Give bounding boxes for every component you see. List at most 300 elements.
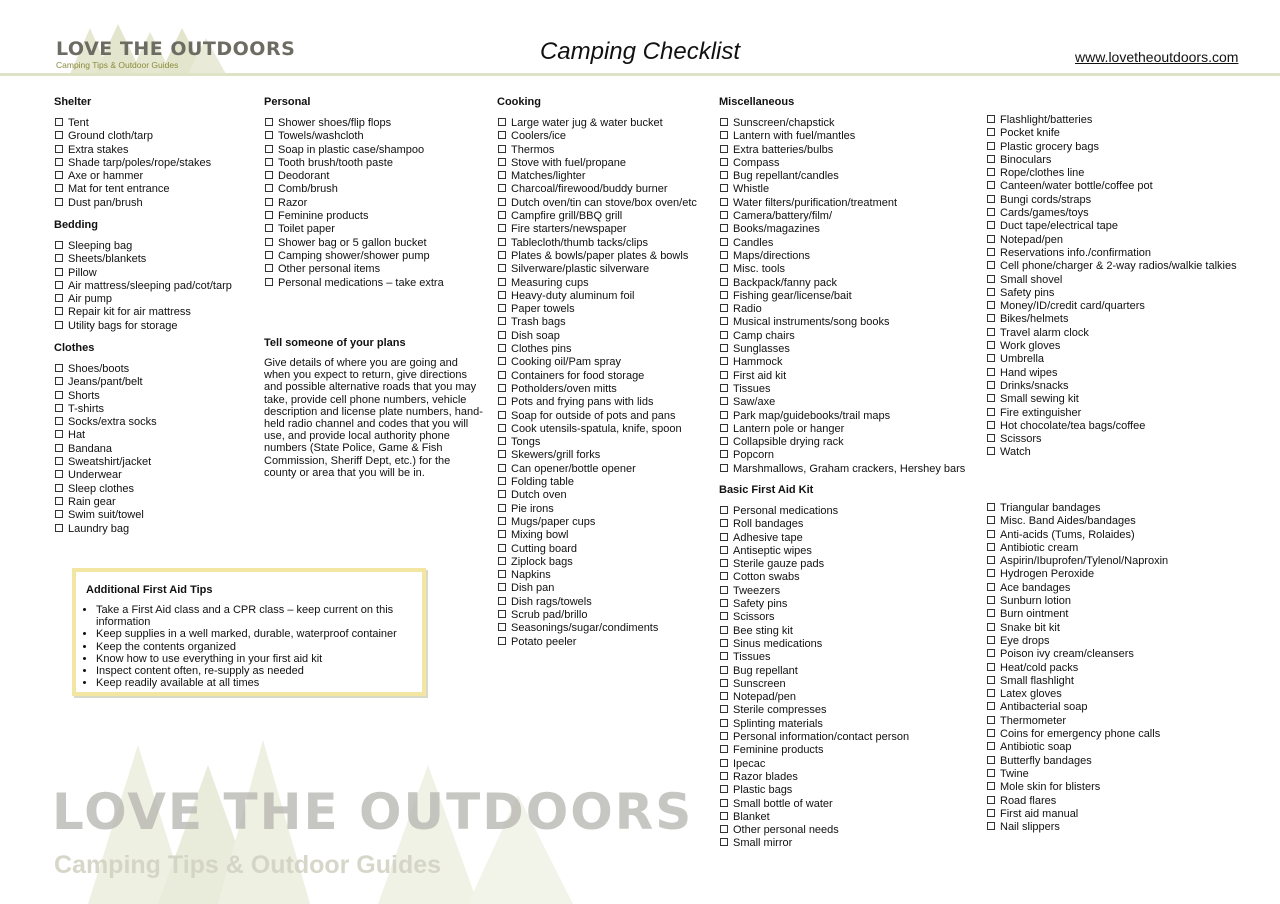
checkbox-icon[interactable] (720, 572, 728, 580)
checkbox-icon[interactable] (987, 663, 995, 671)
checkbox-icon[interactable] (55, 145, 63, 153)
checkbox-icon[interactable] (498, 397, 506, 405)
checklist-item[interactable] (719, 370, 965, 383)
checklist-item[interactable] (497, 210, 697, 223)
checklist-item[interactable] (986, 207, 1237, 220)
checklist-item[interactable] (986, 114, 1237, 127)
checkbox-icon[interactable] (498, 450, 506, 458)
checklist-item[interactable] (986, 568, 1168, 581)
checkbox-icon[interactable] (720, 559, 728, 567)
checklist-item[interactable] (54, 130, 211, 143)
checkbox-icon[interactable] (265, 198, 273, 206)
checklist-item[interactable] (719, 598, 909, 611)
checkbox-icon[interactable] (720, 692, 728, 700)
checklist-item[interactable] (986, 167, 1237, 180)
checklist-item[interactable] (497, 516, 697, 529)
checklist-item[interactable] (986, 768, 1168, 781)
checkbox-icon[interactable] (55, 430, 63, 438)
checkbox-icon[interactable] (498, 131, 506, 139)
checklist-item[interactable] (54, 469, 157, 482)
checkbox-icon[interactable] (265, 158, 273, 166)
checkbox-icon[interactable] (55, 524, 63, 532)
checkbox-icon[interactable] (720, 131, 728, 139)
checklist-item[interactable] (719, 383, 965, 396)
checklist-item[interactable] (54, 293, 232, 306)
checkbox-icon[interactable] (720, 357, 728, 365)
checklist-item[interactable] (986, 446, 1237, 459)
checkbox-icon[interactable] (720, 184, 728, 192)
checkbox-icon[interactable] (987, 623, 995, 631)
checkbox-icon[interactable] (720, 612, 728, 620)
checkbox-icon[interactable] (498, 145, 506, 153)
checkbox-icon[interactable] (55, 198, 63, 206)
checkbox-icon[interactable] (720, 719, 728, 727)
checklist-item[interactable] (986, 340, 1237, 353)
checkbox-icon[interactable] (987, 756, 995, 764)
checklist-item[interactable] (986, 380, 1237, 393)
checklist-item[interactable] (54, 403, 157, 416)
checkbox-icon[interactable] (55, 118, 63, 126)
checklist-item[interactable] (986, 313, 1237, 326)
checklist-item[interactable] (497, 636, 697, 649)
checkbox-icon[interactable] (987, 394, 995, 402)
checklist-item[interactable] (719, 330, 965, 343)
checkbox-icon[interactable] (987, 142, 995, 150)
checkbox-icon[interactable] (987, 208, 995, 216)
checklist-item[interactable] (54, 183, 211, 196)
checkbox-icon[interactable] (498, 278, 506, 286)
checklist-item[interactable] (264, 197, 444, 210)
checkbox-icon[interactable] (498, 504, 506, 512)
checklist-item[interactable] (719, 505, 909, 518)
checklist-item[interactable] (986, 274, 1237, 287)
checklist-item[interactable] (986, 393, 1237, 406)
checkbox-icon[interactable] (987, 288, 995, 296)
checkbox-icon[interactable] (720, 291, 728, 299)
checkbox-icon[interactable] (498, 490, 506, 498)
checklist-item[interactable] (54, 509, 157, 522)
checkbox-icon[interactable] (987, 235, 995, 243)
checkbox-icon[interactable] (498, 211, 506, 219)
checklist-item[interactable] (986, 287, 1237, 300)
checklist-item[interactable] (719, 396, 965, 409)
checklist-item[interactable] (719, 183, 965, 196)
checklist-item[interactable] (497, 144, 697, 157)
checklist-item[interactable] (719, 691, 909, 704)
checkbox-icon[interactable] (720, 424, 728, 432)
checkbox-icon[interactable] (987, 341, 995, 349)
checkbox-icon[interactable] (498, 357, 506, 365)
checklist-item[interactable] (986, 821, 1168, 834)
checkbox-icon[interactable] (55, 510, 63, 518)
checklist-item[interactable] (986, 367, 1237, 380)
checkbox-icon[interactable] (265, 211, 273, 219)
checkbox-icon[interactable] (987, 796, 995, 804)
checklist-item[interactable] (986, 220, 1237, 233)
checklist-item[interactable] (497, 183, 697, 196)
checkbox-icon[interactable] (498, 610, 506, 618)
checkbox-icon[interactable] (498, 291, 506, 299)
checkbox-icon[interactable] (498, 597, 506, 605)
checklist-item[interactable] (497, 170, 697, 183)
checkbox-icon[interactable] (720, 732, 728, 740)
site-url-link[interactable]: www.lovetheoutdoors.com (1075, 49, 1239, 65)
checklist-item[interactable] (986, 194, 1237, 207)
checkbox-icon[interactable] (720, 599, 728, 607)
checklist-item[interactable] (54, 363, 157, 376)
checklist-item[interactable] (497, 436, 697, 449)
checklist-item[interactable] (54, 390, 157, 403)
checklist-item[interactable] (719, 343, 965, 356)
checkbox-icon[interactable] (55, 377, 63, 385)
checkbox-icon[interactable] (987, 381, 995, 389)
checklist-item[interactable] (986, 688, 1168, 701)
checkbox-icon[interactable] (987, 408, 995, 416)
checklist-item[interactable] (986, 701, 1168, 714)
checklist-item[interactable] (54, 170, 211, 183)
checklist-item[interactable] (719, 423, 965, 436)
checkbox-icon[interactable] (720, 506, 728, 514)
checklist-item[interactable] (54, 483, 157, 496)
checklist-item[interactable] (497, 303, 697, 316)
checklist-item[interactable] (264, 183, 444, 196)
checklist-item[interactable] (986, 260, 1237, 273)
checkbox-icon[interactable] (498, 304, 506, 312)
checklist-item[interactable] (986, 728, 1168, 741)
checkbox-icon[interactable] (498, 411, 506, 419)
checklist-item[interactable] (719, 316, 965, 329)
checklist-item[interactable] (719, 170, 965, 183)
checkbox-icon[interactable] (720, 464, 728, 472)
checklist-item[interactable] (719, 436, 965, 449)
checkbox-icon[interactable] (720, 198, 728, 206)
checkbox-icon[interactable] (498, 171, 506, 179)
checklist-item[interactable] (719, 237, 965, 250)
checkbox-icon[interactable] (265, 184, 273, 192)
checkbox-icon[interactable] (720, 158, 728, 166)
checkbox-icon[interactable] (498, 264, 506, 272)
checklist-item[interactable] (54, 320, 232, 333)
checklist-item[interactable] (54, 157, 211, 170)
checklist-item[interactable] (986, 715, 1168, 728)
checklist-item[interactable] (986, 407, 1237, 420)
checklist-item[interactable] (719, 611, 909, 624)
checklist-item[interactable] (54, 306, 232, 319)
checklist-item[interactable] (719, 731, 909, 744)
checklist-item[interactable] (497, 343, 697, 356)
checkbox-icon[interactable] (720, 344, 728, 352)
checklist-item[interactable] (719, 463, 965, 476)
checklist-item[interactable] (986, 542, 1168, 555)
checklist-item[interactable] (719, 410, 965, 423)
checkbox-icon[interactable] (55, 307, 63, 315)
checklist-item[interactable] (986, 635, 1168, 648)
checklist-item[interactable] (264, 250, 444, 263)
checklist-item[interactable] (986, 675, 1168, 688)
checkbox-icon[interactable] (498, 557, 506, 565)
checklist-item[interactable] (719, 449, 965, 462)
checkbox-icon[interactable] (720, 825, 728, 833)
checklist-item[interactable] (986, 555, 1168, 568)
checklist-item[interactable] (719, 571, 909, 584)
checklist-item[interactable] (497, 476, 697, 489)
checkbox-icon[interactable] (987, 168, 995, 176)
checklist-item[interactable] (54, 416, 157, 429)
checklist-item[interactable] (497, 197, 697, 210)
checklist-item[interactable] (719, 678, 909, 691)
checklist-item[interactable] (54, 240, 232, 253)
checkbox-icon[interactable] (987, 769, 995, 777)
checkbox-icon[interactable] (987, 195, 995, 203)
checkbox-icon[interactable] (720, 371, 728, 379)
checkbox-icon[interactable] (987, 596, 995, 604)
checkbox-icon[interactable] (987, 742, 995, 750)
checkbox-icon[interactable] (987, 181, 995, 189)
checkbox-icon[interactable] (265, 145, 273, 153)
checklist-item[interactable] (497, 489, 697, 502)
checklist-item[interactable] (719, 117, 965, 130)
checkbox-icon[interactable] (987, 155, 995, 163)
checklist-item[interactable] (719, 545, 909, 558)
checklist-item[interactable] (497, 383, 697, 396)
checklist-item[interactable] (497, 503, 697, 516)
checklist-item[interactable] (54, 253, 232, 266)
checklist-item[interactable] (497, 543, 697, 556)
checkbox-icon[interactable] (498, 317, 506, 325)
checkbox-icon[interactable] (498, 623, 506, 631)
checkbox-icon[interactable] (55, 417, 63, 425)
checklist-item[interactable] (497, 410, 697, 423)
checklist-item[interactable] (264, 157, 444, 170)
checkbox-icon[interactable] (720, 785, 728, 793)
checklist-item[interactable] (986, 353, 1237, 366)
checkbox-icon[interactable] (55, 497, 63, 505)
checklist-item[interactable] (986, 127, 1237, 140)
checklist-item[interactable] (986, 141, 1237, 154)
checkbox-icon[interactable] (720, 705, 728, 713)
checkbox-icon[interactable] (498, 224, 506, 232)
checkbox-icon[interactable] (987, 556, 995, 564)
checklist-item[interactable] (986, 595, 1168, 608)
checkbox-icon[interactable] (987, 649, 995, 657)
checklist-item[interactable] (719, 130, 965, 143)
checkbox-icon[interactable] (987, 447, 995, 455)
checklist-item[interactable] (719, 704, 909, 717)
checkbox-icon[interactable] (720, 586, 728, 594)
checkbox-icon[interactable] (265, 131, 273, 139)
checkbox-icon[interactable] (987, 354, 995, 362)
checkbox-icon[interactable] (720, 519, 728, 527)
checklist-item[interactable] (719, 263, 965, 276)
checklist-item[interactable] (986, 247, 1237, 260)
checklist-item[interactable] (986, 795, 1168, 808)
checkbox-icon[interactable] (498, 544, 506, 552)
checkbox-icon[interactable] (720, 666, 728, 674)
checklist-item[interactable] (719, 811, 909, 824)
checklist-item[interactable] (497, 157, 697, 170)
checklist-item[interactable] (497, 237, 697, 250)
checklist-item[interactable] (719, 558, 909, 571)
checklist-item[interactable] (497, 622, 697, 635)
checkbox-icon[interactable] (55, 470, 63, 478)
checkbox-icon[interactable] (498, 371, 506, 379)
checkbox-icon[interactable] (498, 251, 506, 259)
checkbox-icon[interactable] (987, 421, 995, 429)
checklist-item[interactable] (497, 596, 697, 609)
checkbox-icon[interactable] (987, 716, 995, 724)
checklist-item[interactable] (719, 197, 965, 210)
checklist-item[interactable] (719, 744, 909, 757)
checkbox-icon[interactable] (720, 251, 728, 259)
checkbox-icon[interactable] (987, 503, 995, 511)
checklist-item[interactable] (497, 370, 697, 383)
checkbox-icon[interactable] (265, 278, 273, 286)
checkbox-icon[interactable] (720, 838, 728, 846)
checkbox-icon[interactable] (498, 424, 506, 432)
checklist-item[interactable] (719, 625, 909, 638)
checkbox-icon[interactable] (265, 224, 273, 232)
checkbox-icon[interactable] (987, 676, 995, 684)
checkbox-icon[interactable] (498, 118, 506, 126)
checkbox-icon[interactable] (720, 745, 728, 753)
checkbox-icon[interactable] (265, 171, 273, 179)
checkbox-icon[interactable] (720, 238, 728, 246)
checkbox-icon[interactable] (55, 158, 63, 166)
checkbox-icon[interactable] (987, 275, 995, 283)
checklist-item[interactable] (719, 824, 909, 837)
checkbox-icon[interactable] (55, 457, 63, 465)
checkbox-icon[interactable] (720, 759, 728, 767)
checklist-item[interactable] (497, 130, 697, 143)
checkbox-icon[interactable] (55, 184, 63, 192)
checklist-item[interactable] (719, 518, 909, 531)
checklist-item[interactable] (986, 234, 1237, 247)
checkbox-icon[interactable] (987, 261, 995, 269)
checkbox-icon[interactable] (498, 437, 506, 445)
checklist-item[interactable] (497, 290, 697, 303)
checkbox-icon[interactable] (720, 450, 728, 458)
checkbox-icon[interactable] (720, 626, 728, 634)
checklist-item[interactable] (264, 263, 444, 276)
checklist-item[interactable] (497, 569, 697, 582)
checkbox-icon[interactable] (55, 294, 63, 302)
checklist-item[interactable] (54, 496, 157, 509)
checkbox-icon[interactable] (987, 636, 995, 644)
checkbox-icon[interactable] (987, 583, 995, 591)
checkbox-icon[interactable] (720, 278, 728, 286)
checkbox-icon[interactable] (55, 444, 63, 452)
checklist-item[interactable] (497, 582, 697, 595)
checklist-item[interactable] (986, 781, 1168, 794)
checkbox-icon[interactable] (720, 171, 728, 179)
checkbox-icon[interactable] (55, 254, 63, 262)
checklist-item[interactable] (497, 529, 697, 542)
checkbox-icon[interactable] (987, 809, 995, 817)
checkbox-icon[interactable] (55, 321, 63, 329)
checkbox-icon[interactable] (987, 822, 995, 830)
checklist-item[interactable] (986, 608, 1168, 621)
checklist-item[interactable] (986, 327, 1237, 340)
checklist-item[interactable] (497, 556, 697, 569)
checklist-item[interactable] (986, 529, 1168, 542)
checklist-item[interactable] (264, 277, 444, 290)
checkbox-icon[interactable] (987, 702, 995, 710)
checkbox-icon[interactable] (987, 221, 995, 229)
checkbox-icon[interactable] (987, 248, 995, 256)
checklist-item[interactable] (986, 662, 1168, 675)
checklist-item[interactable] (497, 277, 697, 290)
checkbox-icon[interactable] (987, 569, 995, 577)
checkbox-icon[interactable] (720, 546, 728, 554)
checkbox-icon[interactable] (55, 131, 63, 139)
checklist-item[interactable] (264, 130, 444, 143)
checklist-item[interactable] (719, 303, 965, 316)
checklist-item[interactable] (264, 237, 444, 250)
checkbox-icon[interactable] (987, 530, 995, 538)
checklist-item[interactable] (264, 210, 444, 223)
checklist-item[interactable] (719, 798, 909, 811)
checkbox-icon[interactable] (720, 224, 728, 232)
checkbox-icon[interactable] (55, 241, 63, 249)
checklist-item[interactable] (54, 429, 157, 442)
checklist-item[interactable] (719, 157, 965, 170)
checklist-item[interactable] (719, 210, 965, 223)
checkbox-icon[interactable] (987, 434, 995, 442)
checkbox-icon[interactable] (987, 328, 995, 336)
checkbox-icon[interactable] (498, 238, 506, 246)
checkbox-icon[interactable] (987, 128, 995, 136)
checkbox-icon[interactable] (720, 652, 728, 660)
checkbox-icon[interactable] (55, 281, 63, 289)
checklist-item[interactable] (497, 250, 697, 263)
checkbox-icon[interactable] (720, 812, 728, 820)
checklist-item[interactable] (719, 837, 909, 850)
checkbox-icon[interactable] (498, 570, 506, 578)
checklist-item[interactable] (54, 267, 232, 280)
checklist-item[interactable] (719, 356, 965, 369)
checkbox-icon[interactable] (55, 484, 63, 492)
checkbox-icon[interactable] (987, 782, 995, 790)
checklist-item[interactable] (719, 250, 965, 263)
checkbox-icon[interactable] (720, 799, 728, 807)
checklist-item[interactable] (54, 144, 211, 157)
checkbox-icon[interactable] (987, 609, 995, 617)
checklist-item[interactable] (986, 420, 1237, 433)
checklist-item[interactable] (986, 515, 1168, 528)
checkbox-icon[interactable] (55, 171, 63, 179)
checkbox-icon[interactable] (498, 517, 506, 525)
checklist-item[interactable] (54, 376, 157, 389)
checkbox-icon[interactable] (987, 314, 995, 322)
checklist-item[interactable] (719, 532, 909, 545)
checklist-item[interactable] (264, 223, 444, 236)
checklist-item[interactable] (719, 665, 909, 678)
checklist-item[interactable] (986, 582, 1168, 595)
checklist-item[interactable] (497, 316, 697, 329)
checklist-item[interactable] (719, 784, 909, 797)
checklist-item[interactable] (986, 154, 1237, 167)
checklist-item[interactable] (986, 755, 1168, 768)
checklist-item[interactable] (54, 456, 157, 469)
checklist-item[interactable] (719, 585, 909, 598)
checkbox-icon[interactable] (987, 543, 995, 551)
checkbox-icon[interactable] (55, 268, 63, 276)
checkbox-icon[interactable] (498, 184, 506, 192)
checkbox-icon[interactable] (498, 583, 506, 591)
checklist-item[interactable] (497, 396, 697, 409)
checkbox-icon[interactable] (265, 251, 273, 259)
checklist-item[interactable] (497, 423, 697, 436)
